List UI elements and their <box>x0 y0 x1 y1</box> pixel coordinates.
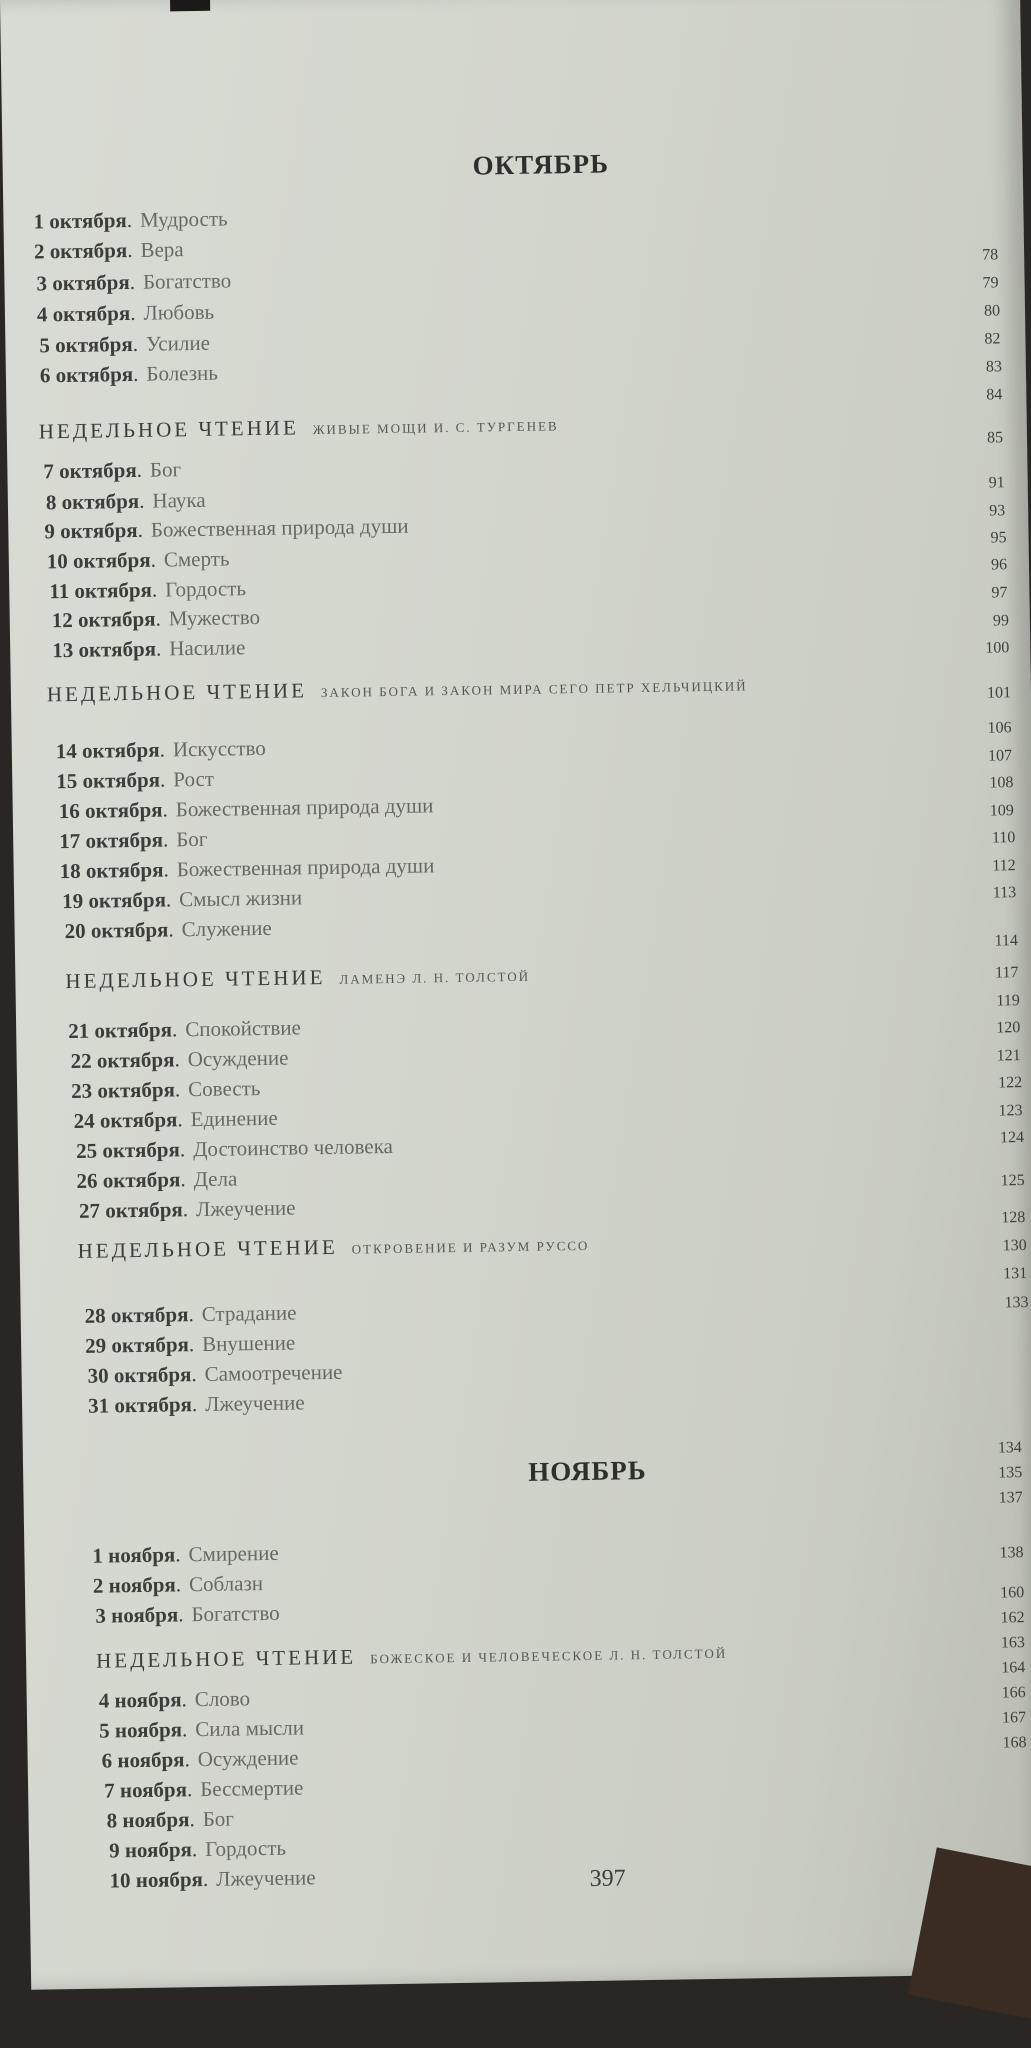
entry-date: 26 октября <box>76 1167 181 1193</box>
page-number: 106 <box>987 719 1012 737</box>
toc-entry <box>76 1166 237 1194</box>
entry-topic: Лжеучение <box>195 1195 296 1222</box>
entry-date: 5 ноября <box>99 1717 183 1743</box>
entry-separator: . <box>191 1392 198 1417</box>
entry-date: 16 октября <box>58 797 163 824</box>
entry-date: 15 октября <box>56 767 161 794</box>
entry-separator: . <box>175 1542 181 1567</box>
entry-date: 31 октября <box>87 1392 193 1418</box>
page-corner-shadow <box>908 1847 1031 2031</box>
entry-separator: . <box>163 857 169 882</box>
toc-entry <box>60 853 435 884</box>
entry-separator: . <box>159 767 166 792</box>
entry-date: 29 октября <box>84 1332 190 1358</box>
entry-date: 21 октября <box>68 1017 173 1044</box>
page-number: 112 <box>992 857 1016 875</box>
entry-date: 3 октября <box>36 269 130 296</box>
entry-topic: Мудрость <box>139 206 228 232</box>
entry-date: 11 октября <box>49 577 153 604</box>
page-number: 93 <box>989 502 1006 520</box>
page-number: 80 <box>983 302 1001 320</box>
toc-entry <box>99 1686 251 1713</box>
entry-date: 4 октября <box>36 300 131 327</box>
page-number: 97 <box>991 584 1008 602</box>
toc-entry <box>92 1541 279 1569</box>
page-number: 119 <box>996 992 1020 1010</box>
toc-entry <box>84 1301 296 1329</box>
entry-topic: Мужество <box>168 604 261 631</box>
page-number: 113 <box>992 884 1017 902</box>
entry-date: 13 октября <box>52 636 157 663</box>
page-number: 109 <box>989 802 1014 820</box>
entry-separator: . <box>182 1197 189 1222</box>
entry-date: 9 ноября <box>108 1837 193 1863</box>
toc-entry <box>109 1865 315 1893</box>
entry-topic: Самоотречение <box>204 1359 343 1386</box>
entry-separator: . <box>168 917 174 942</box>
entry-date: 3 ноября <box>95 1602 179 1628</box>
entry-topic: Смирение <box>188 1540 279 1567</box>
toc-entry <box>56 736 266 764</box>
entry-separator: . <box>181 1687 188 1712</box>
entry-topic: Богатство <box>191 1600 280 1627</box>
toc-entry <box>52 605 261 633</box>
toc-entry <box>62 885 302 914</box>
page-number: 128 <box>1001 1209 1026 1227</box>
toc-entry <box>44 514 409 545</box>
entry-separator: . <box>186 1777 193 1802</box>
entry-separator: . <box>191 1837 198 1862</box>
toc-entry <box>70 1046 288 1074</box>
page-number: 164 <box>1001 1659 1026 1677</box>
entry-topic: Гордость <box>204 1835 287 1862</box>
weekly-reading-entry <box>65 962 530 994</box>
page-number: 122 <box>997 1074 1023 1092</box>
entry-date: 2 октября <box>33 238 128 264</box>
entry-topic: Усилие <box>145 330 211 356</box>
page-number: 96 <box>990 556 1008 574</box>
entry-separator: . <box>162 827 169 852</box>
weekly-reading-title: ЗАКОН БОГА И ЗАКОН МИРА СЕГО ПЕТР ХЕЛЬЧИЦКИЙ <box>320 678 748 701</box>
entry-topic: Бог <box>202 1806 235 1832</box>
section-title-november: НОЯБРЬ <box>527 1455 647 1487</box>
entry-date: 14 октября <box>55 737 160 764</box>
entry-topic: Рост <box>173 766 215 792</box>
page-number: 137 <box>998 1489 1023 1507</box>
weekly-reading-entry <box>39 411 559 444</box>
page-number: 91 <box>988 474 1005 492</box>
toc-entry <box>59 793 434 824</box>
entry-separator: . <box>189 1807 195 1832</box>
entry-date: 2 ноября <box>92 1572 176 1598</box>
page-number: 166 <box>1001 1684 1026 1702</box>
entry-topic: Достоинство человека <box>192 1133 394 1162</box>
entry-separator: . <box>150 547 157 572</box>
entry-separator: . <box>202 1866 209 1892</box>
entry-separator: . <box>159 737 166 762</box>
entry-separator: . <box>126 207 133 233</box>
page-number: 135 <box>998 1464 1023 1482</box>
entry-separator: . <box>177 1107 183 1132</box>
entry-separator: . <box>181 1717 188 1742</box>
weekly-reading-title: БОЖЕСКОЕ И ЧЕЛОВЕЧЕСКОЕ Л. Н. ТОЛСТОЙ <box>370 1645 728 1667</box>
toc-entry <box>37 300 215 328</box>
entry-date: 12 октября <box>51 606 156 633</box>
entry-separator: . <box>151 577 158 602</box>
toc-entry <box>79 1196 296 1224</box>
weekly-reading-label: НЕДЕЛЬНОЕ ЧТЕНИЕ <box>77 1234 338 1263</box>
entry-date: 7 ноября <box>103 1777 188 1803</box>
entry-separator: . <box>130 300 136 325</box>
toc-entry <box>64 916 271 944</box>
page-number: 120 <box>996 1019 1021 1037</box>
section-title-october: ОКТЯБРЬ <box>472 148 610 181</box>
entry-topic: Внушение <box>201 1330 296 1356</box>
entry-topic: Насилие <box>169 635 246 661</box>
toc-entry <box>56 767 214 794</box>
weekly-reading-entry <box>96 1639 727 1674</box>
page-number: 78 <box>981 246 999 264</box>
page-number: 101 <box>986 684 1012 702</box>
entry-date: 23 октября <box>70 1077 176 1104</box>
page-number: 99 <box>992 612 1010 630</box>
entry-separator: . <box>137 517 144 542</box>
entry-date: 1 октября <box>33 208 127 234</box>
page-number: 84 <box>986 386 1003 404</box>
entry-topic: Сила мысли <box>195 1715 305 1742</box>
entry-date: 6 ноября <box>101 1747 185 1773</box>
page-number: 114 <box>994 932 1019 950</box>
entry-topic: Вера <box>140 237 184 262</box>
page-number: 108 <box>989 774 1014 792</box>
entry-separator: . <box>132 331 139 356</box>
entry-date: 28 октября <box>84 1302 189 1328</box>
entry-topic: Любовь <box>143 299 215 325</box>
page-number: 95 <box>990 529 1007 547</box>
page-number: 134 <box>997 1439 1022 1457</box>
toc-entry <box>47 546 230 574</box>
entry-topic: Бог <box>149 457 182 482</box>
page-number: 138 <box>999 1544 1024 1562</box>
page-number: 121 <box>996 1047 1021 1065</box>
entry-separator: . <box>174 1077 181 1102</box>
entry-separator: . <box>191 1362 197 1387</box>
toc-entry <box>104 1775 304 1803</box>
weekly-reading-label: НЕДЕЛЬНОЕ ЧТЕНИЕ <box>46 678 308 707</box>
entry-topic: Дела <box>193 1166 238 1192</box>
toc-entry <box>71 1076 261 1104</box>
entry-separator: . <box>155 636 162 661</box>
toc-entry <box>59 827 208 854</box>
toc-entry <box>109 1836 286 1864</box>
page-number: 160 <box>1000 1584 1025 1602</box>
entry-separator: . <box>184 1747 190 1772</box>
entry-date: 22 октября <box>70 1047 175 1074</box>
entry-date: 9 октября <box>44 517 138 544</box>
toc-entry <box>33 206 228 234</box>
entry-separator: . <box>138 488 145 513</box>
entry-date: 19 октября <box>61 887 167 914</box>
weekly-reading-label: НЕДЕЛЬНОЕ ЧТЕНИЕ <box>38 415 299 444</box>
entry-topic: Соблазн <box>188 1571 264 1597</box>
entry-separator: . <box>136 457 143 482</box>
entry-topic: Бог <box>176 826 208 852</box>
toc-entry <box>76 1134 393 1164</box>
entry-date: 8 ноября <box>106 1807 190 1833</box>
entry-topic: Совесть <box>187 1076 261 1102</box>
page-number: 85 <box>986 429 1004 447</box>
entry-topic: Осуждение <box>197 1745 299 1772</box>
page-folio: 397 <box>589 1865 626 1892</box>
toc-entry <box>93 1571 263 1599</box>
toc-entry <box>95 1601 280 1629</box>
weekly-reading-title: ОТКРОВЕНИЕ И РАЗУМ РУССО <box>351 1237 590 1257</box>
page-number: 107 <box>987 747 1013 765</box>
toc-entry <box>68 1015 301 1044</box>
entry-topic: Наука <box>152 487 206 513</box>
entry-topic: Искусство <box>172 735 267 762</box>
entry-date: 24 октября <box>73 1107 178 1133</box>
weekly-reading-title: ЛАМЕНЭ Л. Н. ТОЛСТОЙ <box>339 968 531 987</box>
page-number: 131 <box>1002 1265 1028 1283</box>
page-number: 163 <box>1000 1634 1026 1652</box>
entry-topic: Лжеучение <box>215 1865 316 1891</box>
entry-date: 5 октября <box>39 331 133 358</box>
entry-separator: . <box>165 887 172 912</box>
entry-separator: . <box>132 361 139 386</box>
entry-topic: Единение <box>190 1105 278 1132</box>
entry-separator: . <box>171 1017 178 1042</box>
entry-topic: Богатство <box>142 268 232 294</box>
entry-topic: Спокойствие <box>185 1015 302 1042</box>
page-number: 100 <box>985 639 1010 657</box>
entry-topic: Болезнь <box>146 360 219 386</box>
entry-separator: . <box>188 1332 195 1357</box>
entry-topic: Лжеучение <box>204 1390 305 1416</box>
entry-date: 27 октября <box>78 1197 184 1223</box>
entry-topic: Смысл жизни <box>179 885 303 912</box>
entry-date: 8 октября <box>45 488 140 515</box>
toc-entry <box>34 237 184 264</box>
entry-date: 10 ноября <box>109 1867 204 1893</box>
entry-topic: Смерть <box>163 546 230 572</box>
page-number: 110 <box>991 829 1016 847</box>
weekly-reading-title: ЖИВЫЕ МОЩИ И. С. ТУРГЕНЕВ <box>312 418 559 438</box>
entry-topic: Служение <box>181 915 272 942</box>
entry-topic: Слово <box>194 1686 251 1712</box>
toc-entry <box>88 1390 305 1418</box>
weekly-reading-label: НЕДЕЛЬНОЕ ЧТЕНИЕ <box>95 1644 357 1673</box>
entry-separator: . <box>174 1047 180 1072</box>
page-edge-shadow <box>170 0 210 11</box>
entry-topic: Осуждение <box>187 1045 289 1072</box>
toc-entry <box>85 1331 295 1359</box>
entry-topic: Бессмертие <box>200 1775 304 1802</box>
page-number: 130 <box>1002 1237 1027 1255</box>
entry-date: 6 октября <box>39 361 134 388</box>
entry-separator: . <box>162 797 168 822</box>
entry-date: 1 ноября <box>92 1542 176 1568</box>
entry-separator: . <box>155 606 161 631</box>
entry-topic: Страдание <box>201 1300 297 1326</box>
entry-topic: Божественная природа души <box>175 793 434 822</box>
page-number: 124 <box>999 1129 1025 1147</box>
toc-entry <box>101 1746 298 1774</box>
entry-date: 20 октября <box>64 917 169 944</box>
page-number: 133 <box>1004 1294 1029 1312</box>
toc-entry <box>43 457 181 484</box>
toc-entry <box>73 1106 278 1134</box>
toc-entry <box>46 488 206 516</box>
entry-date: 30 октября <box>87 1362 192 1388</box>
entry-separator: . <box>180 1167 186 1192</box>
entry-topic: Гордость <box>164 576 247 602</box>
entry-date: 17 октября <box>59 827 164 854</box>
entry-date: 10 октября <box>46 547 151 574</box>
weekly-reading-label: НЕДЕЛЬНОЕ ЧТЕНИЕ <box>65 965 326 994</box>
entry-separator: . <box>175 1572 182 1597</box>
page-number: 123 <box>998 1102 1023 1120</box>
toc-entry <box>39 331 210 359</box>
toc-entry <box>106 1807 234 1834</box>
page-number: 125 <box>1000 1172 1025 1190</box>
entry-date: 25 октября <box>75 1137 181 1163</box>
entry-separator: . <box>179 1137 186 1162</box>
toc-entry <box>87 1360 342 1389</box>
toc-entry <box>99 1715 304 1743</box>
toc-entry <box>52 635 246 663</box>
weekly-reading-entry <box>77 1231 589 1264</box>
entry-separator: . <box>188 1302 194 1327</box>
entry-date: 7 октября <box>43 457 137 484</box>
page-number: 168 <box>1002 1734 1027 1752</box>
entry-separator: . <box>178 1602 184 1627</box>
entry-separator: . <box>127 237 133 263</box>
page-number: 82 <box>984 330 1001 348</box>
entry-topic: Божественная природа души <box>176 853 435 882</box>
page-number: 83 <box>985 358 1003 376</box>
toc-entry <box>49 576 246 604</box>
toc-entry <box>40 361 218 389</box>
entry-topic: Божественная природа души <box>150 513 409 542</box>
entry-date: 18 октября <box>59 857 164 884</box>
page-number: 162 <box>1000 1609 1025 1627</box>
entry-date: 4 ноября <box>98 1687 182 1713</box>
weekly-reading-entry <box>47 671 748 707</box>
page-number: 167 <box>1001 1709 1027 1727</box>
entry-separator: . <box>129 269 136 294</box>
page-number: 79 <box>982 274 999 292</box>
toc-entry <box>36 268 231 296</box>
page-number: 117 <box>994 964 1019 982</box>
